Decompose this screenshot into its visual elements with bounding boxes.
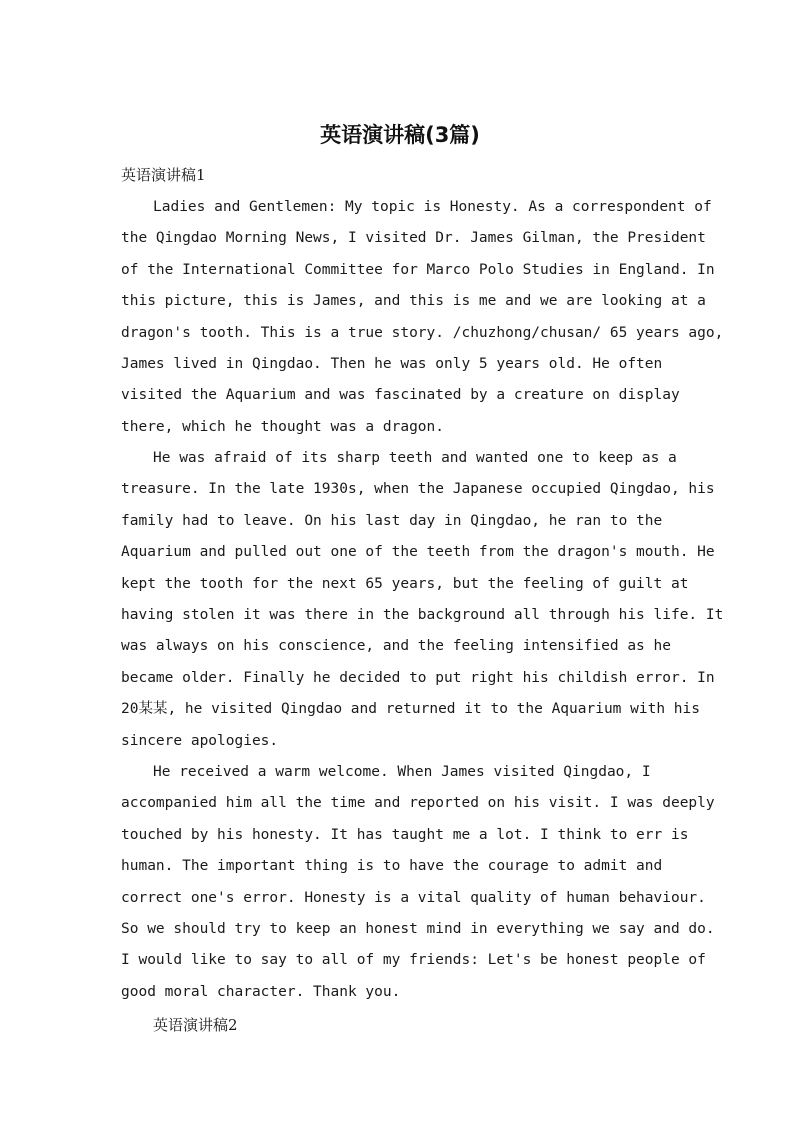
paragraph-line: touched by his honesty. It has taught me a lot. I think to err is [121,826,689,843]
paragraph-line: He was afraid of its sharp teeth and wanted one to keep as a [153,450,677,466]
paragraph-line: Aquarium and pulled out one of the teeth from the dragon's mouth. He [121,544,715,561]
paragraph-line: kept the tooth for the next 65 years, but the feeling of guilt at [121,575,689,592]
page-title: 英语演讲稿(3篇) [320,123,480,147]
paragraph-1 [121,192,724,443]
paragraph-2 [121,443,724,757]
paragraph-line: of the International Committee for Marco Polo Studies in England. In [121,261,715,278]
paragraph-line: treasure. In the late 1930s, when the Japanese occupied Qingdao, his [121,481,715,498]
paragraph-line: human. The important thing is to have the courage to admit and [121,858,663,875]
paragraph-3 [121,757,715,1008]
paragraph-line: He received a warm welcome. When James visited Qingdao, I [153,764,651,780]
section-heading-2: 英语演讲稿2 [153,1016,238,1034]
paragraph-line: correct one's error. Honesty is a vital quality of human behaviour. [121,889,706,906]
paragraph-line: sincere apologies. [121,732,279,749]
paragraph-line: there, which he thought was a dragon. [121,418,445,435]
paragraph-line: So we should try to keep an honest mind in everything we say and do. [121,921,715,938]
paragraph-line: family had to leave. On his last day in Qingdao, he ran to the [121,512,663,529]
paragraph-line: was always on his conscience, and the feeling intensified as he [121,638,671,655]
paragraph-line: dragon's tooth. This is a true story. /chuzhong/chusan/ 65 years ago, [121,324,724,341]
paragraph-line: having stolen it was there in the background all through his life. It [121,607,724,624]
paragraph-line: 20某某, he visited Qingdao and returned it to the Aquarium with his [121,701,700,718]
paragraph-line: accompanied him all the time and reported on his visit. I was deeply [121,795,715,812]
paragraph-line: this picture, this is James, and this is me and we are looking at a [121,293,706,310]
paragraph-line: the Qingdao Morning News, I visited Dr. James Gilman, the President [121,230,706,247]
paragraph-line: visited the Aquarium and was fascinated by a creature on display [121,387,680,404]
paragraph-line: I would like to say to all of my friends: Let's be honest people of [121,952,706,969]
paragraph-line: good moral character. Thank you. [121,983,401,1000]
paragraph-line: James lived in Qingdao. Then he was only 5 years old. He often [121,356,663,373]
paragraph-line: became older. Finally he decided to put right his childish error. In [121,669,715,686]
paragraph-line: Ladies and Gentlemen: My topic is Honesty. As a correspondent of [153,199,712,215]
section-heading-1: 英语演讲稿1 [121,166,206,184]
